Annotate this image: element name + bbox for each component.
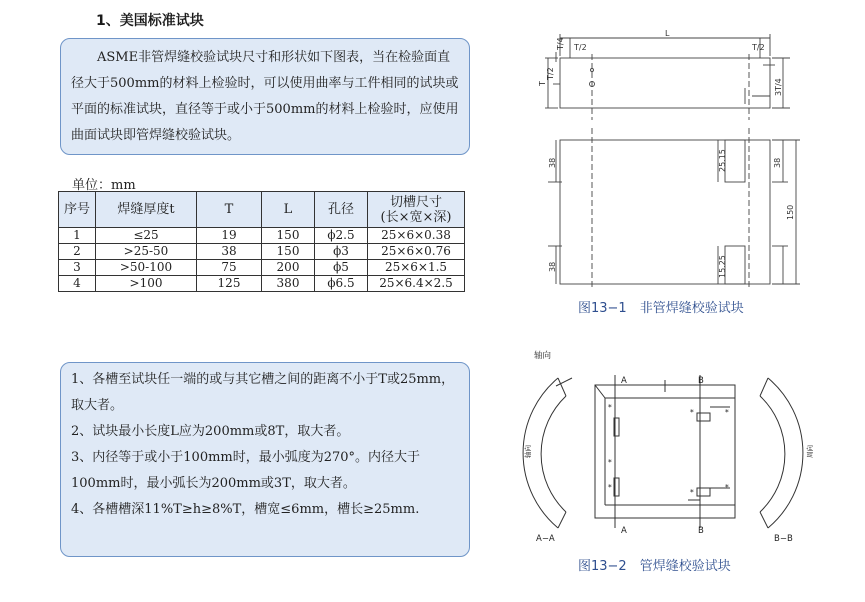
cell-hole: ϕ6.5 (315, 276, 368, 292)
svg-text:*: * (608, 458, 612, 467)
fig1-label-38b: 38 (773, 157, 782, 168)
cell-index: 1 (59, 228, 96, 244)
table-header-row (59, 192, 465, 228)
notch-header-line2: (长×宽×深) (380, 209, 452, 225)
cell-hole: ϕ3 (315, 244, 368, 260)
notch-header-line1: 切槽尺寸 (389, 194, 442, 210)
fig1-label-T2b: T/2 (752, 43, 765, 52)
table-row (59, 260, 465, 276)
fig1-label-T2a: T/2 (574, 43, 587, 52)
table-row (59, 276, 465, 292)
fig1-label-150: 150 (786, 204, 795, 220)
svg-text:*: * (690, 488, 694, 497)
cell-T: 38 (197, 244, 262, 260)
fig1-label-25-15: 25.15 (718, 149, 727, 172)
unit-label: 单位：mm (72, 178, 136, 193)
cell-L: 150 (262, 244, 315, 260)
fig1-label-38a: 38 (548, 157, 557, 168)
cell-T: 125 (197, 276, 262, 292)
cell-index: 4 (59, 276, 96, 292)
cell-notch: 25×6.4×2.5 (368, 276, 465, 292)
figure2-caption: 图13−2 管焊缝校验试块 (578, 559, 731, 574)
cell-thickness: ≤25 (96, 228, 197, 244)
fig1-label-T: T (538, 81, 547, 86)
cell-L: 380 (262, 276, 315, 292)
cell-notch: 25×6×0.76 (368, 244, 465, 260)
cell-hole: ϕ5 (315, 260, 368, 276)
fig1-label-L: L (665, 29, 670, 38)
fig2-section-aa: A−A (536, 534, 555, 544)
cell-T: 19 (197, 228, 262, 244)
col-header-thickness: 焊缝厚度t (96, 192, 197, 228)
fig2-label-B-bottom: B (698, 526, 704, 536)
cell-thickness: >25-50 (96, 244, 197, 260)
fig2-label-left-arc: 轴向 (524, 445, 532, 458)
note-3: 3、内径等于或小于100mm时，最小弧度为270°。内径大于100mm时，最小弧长为200mm或3T，取大者。 (71, 450, 421, 491)
cell-notch: 25×6×0.38 (368, 228, 465, 244)
spec-table (58, 191, 465, 292)
cell-L: 150 (262, 228, 315, 244)
fig1-label-T4: T/4 (556, 37, 565, 50)
col-header-T: T (197, 192, 262, 228)
figure1-diagram (525, 20, 810, 292)
fig2-section-bb: B−B (774, 534, 793, 544)
cell-T: 75 (197, 260, 262, 276)
note-2: 2、试块最小长度L应为200mm或8T，取大者。 (71, 424, 350, 439)
fig1-label-T2c: T/2 (546, 67, 555, 80)
fig2-label-top-small: 轴向 (534, 351, 552, 361)
col-header-hole: 孔径 (315, 192, 368, 228)
svg-text:*: * (608, 483, 612, 492)
figure2-diagram (510, 348, 840, 548)
col-header-L: L (262, 192, 315, 228)
cell-thickness: >50-100 (96, 260, 197, 276)
note-4: 4、各槽槽深11%T≥h≥8%T，槽宽≤6mm，槽长≥25mm. (71, 502, 420, 517)
col-header-notch (368, 192, 465, 228)
table-row (59, 228, 465, 244)
cell-index: 3 (59, 260, 96, 276)
col-header-index: 序号 (59, 192, 96, 228)
cell-L: 200 (262, 260, 315, 276)
fig1-label-3T4: 3T/4 (774, 78, 783, 96)
fig2-label-A-bottom: A (621, 526, 627, 536)
notes-box (60, 362, 470, 557)
intro-paragraph: ASME非管焊缝校验试块尺寸和形状如下图表，当在检验面直径大于500mm的材料上检验时，可以使用曲率与工件相同的试块或平面的标准试块，直径等于或小于500mm的材料上检验时，应使用曲面试块即管焊缝校验试块。 (71, 50, 459, 143)
svg-text:*: * (725, 483, 729, 492)
intro-box (60, 38, 470, 155)
cell-thickness: >100 (96, 276, 197, 292)
fig1-label-15-25: 15.25 (718, 255, 727, 278)
svg-text:*: * (690, 408, 694, 417)
fig1-label-38c: 38 (548, 261, 557, 272)
cell-notch: 25×6×1.5 (368, 260, 465, 276)
fig2-label-B-top: B (698, 376, 704, 386)
section-heading: 1、美国标准试块 (96, 13, 204, 29)
table-row (59, 244, 465, 260)
svg-text:*: * (608, 403, 612, 412)
cell-hole: ϕ2.5 (315, 228, 368, 244)
cell-index: 2 (59, 244, 96, 260)
fig2-label-A-top: A (621, 376, 627, 386)
note-1: 1、各槽至试块任一端的或与其它槽之间的距离不小于T或25mm，取大者。 (71, 372, 455, 413)
figure1-caption: 图13−1 非管焊缝校验试块 (578, 301, 744, 316)
fig2-label-right-arc: 周向 (806, 445, 814, 458)
svg-text:*: * (725, 408, 729, 417)
